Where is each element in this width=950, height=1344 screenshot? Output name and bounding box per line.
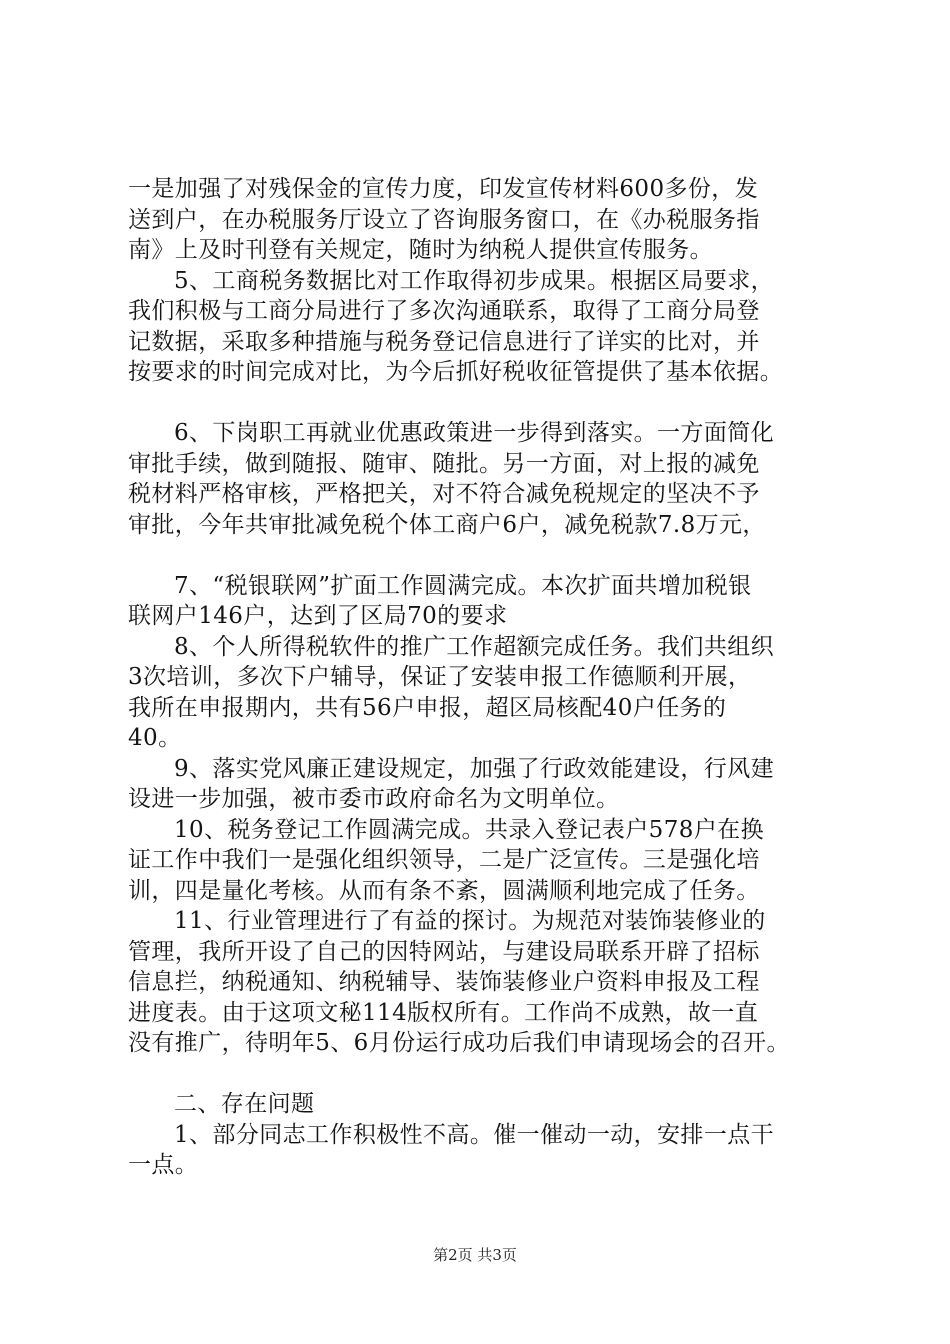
text-line: 训，四是量化考核。从而有条不紊，圆满顺利地完成了任务。 (128, 877, 760, 904)
paragraph-start-line: 10、税务登记工作圆满完成。共录入登记表户578户在换 (174, 816, 764, 843)
text-line: 我所在申报期内，共有56户申报，超区局核配40户任务的 (128, 694, 727, 721)
paragraph-gap (128, 1059, 840, 1090)
text-line: 税材料严格审核，严格把关，对不符合减免税规定的坚决不予 (128, 481, 760, 507)
paragraph-start-line: 9、落实党风廉正建设规定，加强了行政效能建设，行风建 (174, 755, 775, 782)
text-line: 审批手续，做到随报、随审、随批。另一方面，对上报的减免 (128, 450, 760, 477)
text-line: 3次培训，多次下户辅导，保证了安装申报工作德顺利开展， (128, 664, 752, 690)
text-line: 送到户，在办税服务厅设立了咨询服务窗口，在《办税服务指 (128, 206, 760, 233)
text-line: 进度表。由于这项文秘114版权所有。工作尚不成熟，故一直 (128, 999, 759, 1026)
paragraph-start-line: 7、“税银联网”扩面工作圆满完成。本次扩面共增加税银 (174, 572, 752, 599)
paragraph-start-line: 5、工商税务数据比对工作取得初步成果。根据区局要求， (174, 267, 775, 294)
paragraph-start-line: 11、行业管理进行了有益的探讨。为规范对装饰装修业的 (174, 908, 766, 934)
text-line: 一是加强了对残保金的宣传力度，印发宣传材料600多份，发 (128, 176, 759, 202)
text-line: 证工作中我们一是强化组织领导，二是广泛宣传。三是强化培 (128, 847, 760, 873)
text-line: 南》上及时刊登有关规定，随时为纳税人提供宣传服务。 (128, 237, 713, 263)
paragraph-gap (128, 540, 840, 571)
paragraph-start-line: 1、部分同志工作积极性不高。催一催动一动，安排一点干 (174, 1121, 775, 1148)
text-line: 按要求的时间完成对比，为今后抓好税收征管提供了基本依据。 (128, 359, 784, 385)
text-line: 信息拦，纳税通知、纳税辅导、装饰装修业户资料申报及工程 (128, 969, 760, 995)
text-line: 管理，我所开设了自己的因特网站，与建设局联系开辟了招标 (128, 938, 760, 965)
paragraph-start-line: 8、个人所得税软件的推广工作超额完成任务。我们共组织 (174, 633, 775, 660)
text-line: 审批，今年共审批减免税个体工商户6户，减免税款7.8万元， (128, 511, 766, 538)
paragraph-start-line: 6、下岗职工再就业优惠政策进一步得到落实。一方面简化 (174, 420, 775, 446)
section-heading: 二、存在问题 (174, 1091, 315, 1117)
text-line: 设进一步加强，被市委市政府命名为文明单位。 (128, 786, 620, 812)
text-line: 记数据，采取多种措施与税务登记信息进行了详实的比对，并 (128, 328, 760, 355)
text-line: 一点。 (128, 1152, 199, 1178)
text-line: 我们积极与工商分局进行了多次沟通联系，取得了工商分局登 (128, 298, 760, 324)
text-line: 40。 (128, 725, 182, 751)
document-body (128, 174, 840, 1181)
page-number-footer: 第2页 共3页 (433, 1246, 517, 1264)
text-line: 没有推广，待明年5、6月份运行成功后我们申请现场会的召开。 (128, 1030, 790, 1056)
text-line: 联网户146户，达到了区局70的要求 (128, 603, 508, 629)
paragraph-gap (128, 388, 840, 419)
